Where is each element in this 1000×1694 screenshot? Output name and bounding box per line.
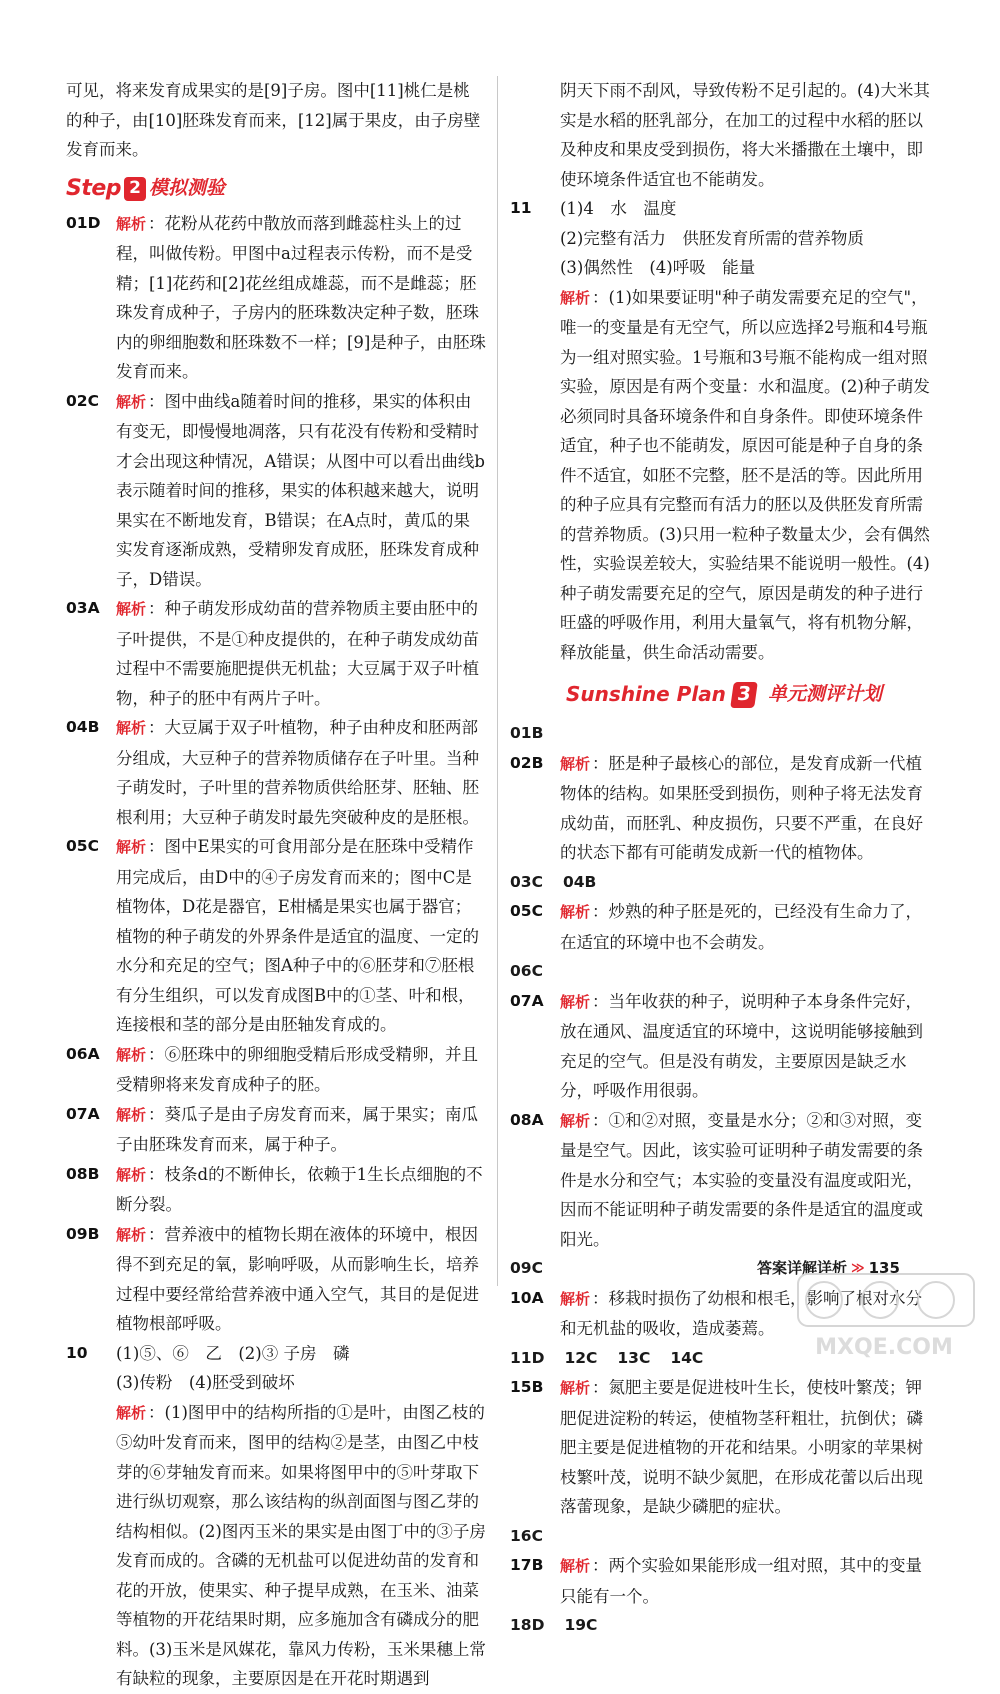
analysis-tag: 解析	[116, 392, 147, 411]
question-number: 08B	[66, 1164, 100, 1183]
double-arrow-icon: ≫	[851, 1261, 865, 1276]
explanation-text: ：炒熟的种子胚是死的，已经没有生命力了，在适宜的环境中也不会萌发。	[560, 902, 923, 952]
step-title: 模拟测验	[149, 176, 226, 199]
fill-answer-line: (2)完整有活力 供胚发育所需的营养物质	[560, 228, 864, 248]
question-item	[510, 897, 938, 957]
question-explanation	[116, 594, 486, 713]
answer-item: 18D	[510, 1616, 545, 1634]
answer-item: 01B	[510, 724, 544, 742]
analysis-tag: 解析	[116, 1165, 147, 1184]
question-item	[66, 713, 486, 832]
analysis-tag: 解析	[116, 1045, 147, 1064]
answer-item: 12C	[564, 1348, 598, 1367]
question-explanation	[560, 749, 938, 868]
question-item	[510, 1551, 938, 1611]
question-item	[510, 987, 938, 1106]
answer-item: 04B	[562, 872, 597, 891]
question-explanation	[560, 1373, 938, 1522]
explanation-text: ：⑥胚珠中的卵细胞受精后形成受精卵，并且受精卵将来发育成种子的胚。	[116, 1044, 479, 1094]
question-number: 03A	[66, 599, 100, 617]
explanation-text: ：①和②对照，变量是水分；②和③对照，变量是空气。因此，该实验可证明种子萌发需要的条件是水分和空气；本实验的变量没有温度或阳光，因而不能证明种子萌发需要的条件是适宜的温度或阳光。	[560, 1110, 923, 1249]
explanation-text: ：当年收获的种子，说明种子本身条件完好，放在通风、温度适宜的环境中，这说明能够接触到充足的空气。但是没有萌发，主要原因是缺乏水分，呼吸作用很弱。	[560, 991, 923, 1100]
analysis-tag: 解析	[116, 1105, 147, 1124]
question-item	[510, 1284, 938, 1344]
step-number-badge: 2	[124, 177, 146, 201]
explanation-text: ：(1)图甲中的结构所指的①是叶，由图乙枝的⑤幼叶发育而来，图甲的结构②是茎，由图乙中枝芽的⑥芽轴发育而来。如果将图甲中的⑤叶芽取下进行纵切观察，那么该结构的纵剖面图与图乙芽的结构相似。(2)图丙玉米的果实是由图丁中的③子房发育而成的。含磷的无机盐可以促进幼苗的发育和花的开放，使果实、种子提早成熟，在玉米、油菜等植物的开花结果时期，应多施加含有磷成分的肥料。(3)玉米是风媒花，靠风力传粉，玉米果穗上常有缺粒的现象，主要原因是在开花时期遇到	[116, 1402, 486, 1688]
answer-row	[510, 1522, 938, 1552]
answer-item: 06C	[510, 962, 543, 980]
intro-paragraph: 可见，将来发育成果实的是[9]子房。图中[11]桃仁是桃的种子，由[10]胚珠发育而来，[12]属于果皮，由子房壁发育而来。	[66, 81, 481, 159]
sunshine-word: Sunshine Plan	[566, 682, 726, 707]
explanation-text: ：(1)如果要证明"种子萌发需要充足的空气"，唯一的变量是有无空气，所以应选择2号瓶和4号瓶为一组对照实验。1号瓶和3号瓶不能构成一组对照实验，原因是有两个变量：水和温度。(2)种子萌发必须同时具备环境条件和自身条件。即使环境条件适宜，种子也不能萌发，原因可能是种子自身的条件不适宜，如胚不完整，胚不是活的等。因此所用的种子应具有完整而有活力的胚以及供胚发育所需的营养物质。(3)只用一粒种子数量太少，会有偶然性，实验误差较大，实验结果不能说明一般性。(4)种子萌发需要充足的空气，原因是萌发的种子进行旺盛的呼吸作用，利用大量氧气，将有机物分解，释放能量，供生命活动需要。	[560, 287, 930, 662]
question-number: 15B	[510, 1378, 544, 1396]
question-number: 02B	[510, 753, 544, 772]
left-column	[66, 76, 486, 1694]
answer-item: 19C	[564, 1616, 598, 1634]
question-number: 01D	[66, 213, 101, 232]
question-explanation	[116, 832, 486, 1040]
question-item-10	[66, 1339, 486, 1369]
analysis-tag: 解析	[560, 1111, 591, 1130]
sunshine-plan-header	[510, 675, 938, 715]
question-item	[66, 832, 486, 1040]
question-number: 09B	[66, 1224, 100, 1243]
question-number: 07A	[66, 1104, 100, 1123]
page-footer	[757, 1254, 900, 1284]
explanation-text: ：葵瓜子是由子房发育而来，属于果实；南瓜子由胚珠发育而来，属于种子。	[116, 1104, 479, 1154]
explanation-text: ：两个实验如果能形成一组对照，其中的变量只能有一个。	[560, 1556, 923, 1606]
step-word: Step	[66, 175, 122, 201]
explanation-text: ：氮肥主要是促进枝叶生长，使枝叶繁茂；钾肥促进淀粉的转运，使植物茎秆粗壮，抗倒伏；磷肥主要是促进植物的开花和结果。小明家的苹果树枝繁叶茂，说明不缺少氮肥，在形成花蕾以后出现落蕾现象，是缺少磷肥的症状。	[560, 1378, 923, 1516]
page-number: 135	[868, 1259, 900, 1277]
question-item	[510, 1373, 938, 1522]
fill-answer-line: (3)传粉 (4)胚受到破坏	[116, 1373, 295, 1392]
footer-label: 答案详解详析	[757, 1259, 848, 1277]
question-explanation	[116, 1160, 486, 1220]
question-explanation	[116, 1040, 486, 1100]
explanation-text: ：大豆属于双子叶植物，种子由种皮和胚两部分组成，大豆种子的营养物质储存在子叶里。当种子萌发时，子叶里的营养物质供给胚芽、胚轴、胚根利用；大豆种子萌发时最先突破种皮的是胚根。	[116, 718, 479, 827]
analysis-tag: 解析	[116, 719, 147, 737]
analysis-tag: 解析	[560, 992, 591, 1011]
question-number: 04B	[66, 718, 100, 736]
watermark-url: MXQE.COM	[815, 1335, 953, 1360]
explanation-text: ：胚是种子最核心的部位，是发育成新一代植物体的结构。如果胚受到损伤，则种子将无法发育成幼苗，而胚乳、种皮损伤，只要不严重，在良好的状态下都有可能萌发成新一代的植物体。	[560, 753, 923, 862]
fill-answer-line: (1)⑤、⑥ 乙 (2)③ 子房 磷	[116, 1343, 350, 1363]
question-item	[66, 1040, 486, 1100]
analysis-tag: 解析	[560, 754, 591, 773]
continued-explanation: 阴天下雨不刮风，导致传粉不足引起的。(4)大米其实是水稻的胚乳部分，在加工的过程中水稻的胚以及种皮和果皮受到损伤，将大米播撒在土壤中，即使环境条件适宜也不能萌发。	[560, 81, 930, 189]
question-explanation	[116, 1100, 486, 1160]
question-explanation	[116, 387, 486, 595]
explanation-text: ：图中E果实的可食用部分是在胚珠中受精作用完成后，由D中的④子房发育而来的；图中C是植物体，D花是器官，E柑橘是果实也属于器官；植物的种子萌发的外界条件是适宜的温度、一定的水分和充足的空气；图A种子中的⑥胚芽和⑦胚根有分生组织，可以发育成图B中的①茎、叶和根，连接根和茎的部分是由胚轴发育成的。	[116, 837, 479, 1034]
answer-item: 16C	[510, 1526, 543, 1545]
fill-answer-line: (3)偶然性 (4)呼吸 能量	[560, 258, 756, 277]
question-number: 17B	[510, 1556, 544, 1574]
question-number: 10	[66, 1343, 88, 1362]
question-item	[66, 1100, 486, 1160]
question-item	[66, 387, 486, 595]
question-item	[66, 594, 486, 713]
question-number: 06A	[66, 1044, 100, 1063]
question-number: 07A	[510, 991, 544, 1010]
analysis-tag: 解析	[116, 600, 147, 618]
question-item	[66, 1220, 486, 1339]
analysis-tag: 解析	[560, 1557, 591, 1575]
analysis-tag: 解析	[560, 288, 591, 307]
explanation-text: ：图中曲线a随着时间的推移，果实的体积由有变无，即慢慢地凋落，只有花没有传粉和受精时才会出现这种情况，A错误；从图中可以看出曲线b表示随着时间的推移，果实的体积越来越大，说明果实在不断地发育，B错误；在A点时，黄瓜的果实发育逐渐成熟，受精卵发育成胚，胚珠发育成种子，D错误。	[116, 391, 485, 589]
right-column	[510, 76, 938, 1641]
analysis-tag: 解析	[560, 903, 591, 921]
answer-row	[510, 719, 938, 749]
analysis-tag: 解析	[116, 214, 147, 233]
question-explanation	[560, 1284, 938, 1344]
question-item	[66, 209, 486, 387]
analysis-tag: 解析	[116, 1225, 147, 1244]
question-item	[510, 1106, 938, 1255]
question-number: 08A	[510, 1110, 544, 1129]
question-item	[66, 1160, 486, 1220]
question-explanation	[560, 897, 938, 957]
explanation-text: ：营养液中的植物长期在液体的环境中，根因得不到充足的氧，影响呼吸，从而影响生长，培养过程中要经常给营养液中通入空气，其目的是促进植物根部呼吸。	[116, 1224, 479, 1333]
question-item	[510, 749, 938, 868]
answer-row	[510, 868, 938, 898]
question-item-11	[510, 194, 938, 224]
question-number: 02C	[66, 391, 99, 410]
explanation-text: ：花粉从花药中散放而落到雌蕊柱头上的过程，叫做传粉。甲图中a过程表示传粉，而不是受精；[1]花药和[2]花丝组成雄蕊，而不是雌蕊；胚珠发育成种子，子房内的胚珠数决定种子数，胚珠内的卵细胞数和胚珠数不一样；[9]是种子，由胚珠发育而来。	[116, 213, 486, 381]
column-divider	[497, 76, 498, 1286]
answer-row	[510, 1611, 938, 1641]
analysis-tag: 解析	[116, 838, 147, 856]
answer-item: 11D	[510, 1348, 545, 1367]
question-explanation	[560, 1551, 938, 1611]
answer-item: 14C	[670, 1348, 704, 1367]
sunshine-title: 单元测评计划	[767, 683, 882, 706]
question-explanation	[116, 713, 486, 832]
sunshine-number-badge: 3	[730, 682, 758, 708]
question-number: 10A	[510, 1288, 544, 1307]
question-explanation	[560, 987, 938, 1106]
answer-item: 03C	[510, 872, 543, 891]
answer-item: 09C	[510, 1259, 543, 1277]
question-explanation	[116, 1220, 486, 1339]
question-explanation	[116, 209, 486, 387]
analysis-tag: 解析	[560, 1289, 591, 1308]
answer-row	[510, 1344, 938, 1374]
answer-item: 13C	[617, 1348, 651, 1367]
explanation-text: ：枝条d的不断伸长，依赖于1生长点细胞的不断分裂。	[116, 1164, 483, 1214]
question-number: 05C	[66, 837, 99, 855]
question-number: 11	[510, 199, 532, 217]
analysis-tag: 解析	[560, 1379, 591, 1397]
question-explanation	[116, 1398, 486, 1694]
explanation-text: ：移栽时损伤了幼根和根毛，影响了根对水分和无机盐的吸收，造成萎蔫。	[560, 1288, 923, 1338]
explanation-text: ：种子萌发形成幼苗的营养物质主要由胚中的子叶提供，不是①种皮提供的，在种子萌发成幼苗过程中不需要施肥提供无机盐；大豆属于双子叶植物，种子的胚中有两片子叶。	[116, 599, 479, 708]
answer-row	[510, 957, 938, 987]
step-header	[66, 171, 486, 207]
question-number: 05C	[510, 902, 543, 920]
analysis-tag: 解析	[116, 1403, 147, 1422]
question-explanation	[560, 283, 938, 668]
question-explanation	[560, 1106, 938, 1255]
fill-answer-line: (1)4 水 温度	[560, 199, 677, 218]
